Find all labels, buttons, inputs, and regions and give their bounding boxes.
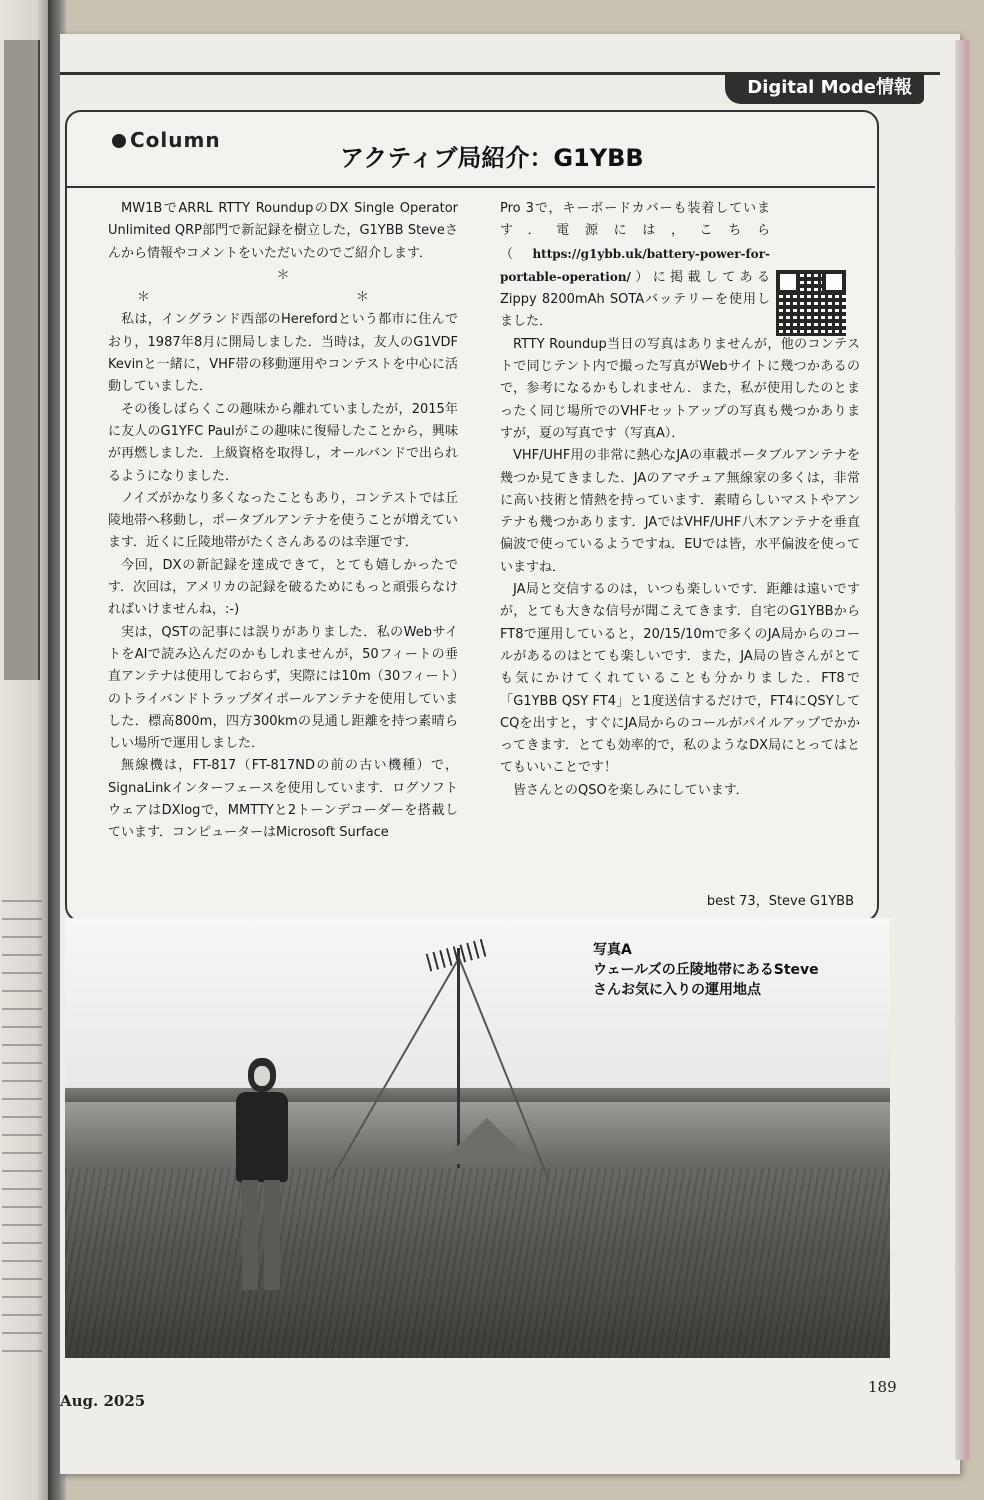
paragraph: Pro 3で，キーボードカバーも装着しています．電源には，こちら（https://g1ybb.uk/battery-power-for-portable-operation/）に掲載してあるZippy 8200mAh SOTAバッテリーを使用しました． <box>500 201 770 330</box>
article-title: アクティブ局紹介：G1YBB <box>340 144 644 172</box>
photo-caption <box>593 940 819 1000</box>
tent <box>439 1118 535 1164</box>
paragraph: 私は，イングランド西部のHerefordという都市に住んでおり，1987年8月に開局しました．当時は，友人のG1VDF Kevinと一緒に，VHF帯の移動運用やコンテストを中心に活動していました． <box>108 312 458 395</box>
battery-url-link[interactable]: https://g1ybb.uk/battery-power-for-portable-operation/ <box>500 246 770 284</box>
page-number: 189 <box>868 1378 897 1396</box>
paragraph: MW1BでARRL RTTY RoundupのDX Single Operator Unlimited QRP部門で新記録を樹立した，G1YBB Steveさんから情報やコメントをいただいたのでご紹介します． <box>108 201 458 261</box>
qr-code-icon[interactable] <box>776 270 846 336</box>
leg <box>264 1180 280 1290</box>
operator-figure <box>228 1058 298 1298</box>
paragraph: 今回，DXの新記録を達成できて，とても嬉しかったです．次回は，アメリカの記録を破るためにもっと頑張らなければいけませんね，:-) <box>108 557 458 618</box>
paragraph: VHF/UHF用の非常に熱心なJAの車載ポータブルアンテナを幾つか見てきました．JAのアマチュア無線家の多くは，非常に高い技術と情熱を持っています．素晴らしいマストやアンテナも幾つかあります．JAではVHF/UHF八木アンテナを垂直偏波で使っているようですね．EUでは皆，水平偏波を使っていますね． <box>500 448 860 575</box>
paragraph: その後しばらくこの趣味から離れていましたが，2015年に友人のG1YFC Paulがこの趣味に復帰したことから，興味が再燃しました．上級資格を取得し，オールバンドで出られるようになりました． <box>108 401 458 484</box>
adjacent-page <box>0 0 52 1500</box>
section-tab: Digital Mode情報 <box>725 72 924 104</box>
adjacent-page-photo <box>4 40 40 680</box>
photo-horizon <box>65 1088 890 1102</box>
paragraph: 皆さんとのQSOを楽しみにしています． <box>513 782 749 798</box>
issue-date: Aug. 2025 <box>60 1392 146 1410</box>
caption-line: ウェールズの丘陵地帯にあるSteve <box>593 962 819 978</box>
leg <box>242 1180 258 1290</box>
left-text-column <box>108 198 496 845</box>
caption-line: さんお気に入りの運用地点 <box>593 982 761 998</box>
section-break: ＊ ＊ ＊ <box>136 267 496 306</box>
bullet-icon <box>112 134 126 148</box>
face <box>254 1066 270 1086</box>
jacket <box>236 1092 288 1182</box>
paragraph: 無線機は，FT-817（FT-817NDの前の古い機種）で，SignaLinkインターフェースを使用しています．ログソフトウェアはDXlogで，MMTTYと2トーンデコーダーを搭載しています．コンピューターはMicrosoft Surface <box>108 758 458 841</box>
signature: best 73，Steve G1YBB <box>706 894 854 909</box>
adjacent-page-text <box>2 900 42 1360</box>
paragraph: 実は，QSTの記事には誤りがありました．私のWebサイトをAIで読み込んだのかもしれませんが，50フィートの垂直アンテナは使用しておらず，実際には10m（30フィート）のトライバンドトラップダイポールアンテナを使用していました．標高800m，四方300kmの見通し距離を持つ素晴らしい場所で運用しました． <box>108 624 458 752</box>
paragraph: JA局と交信するのは，いつも楽しいです．距離は遠いですが，とても大きな信号が聞こえてきます．自宅のG1YBBからFT8で運用していると，20/15/10mで多くのJA局からのコールがあるのはとても楽しいです．また，JA局の皆さんがとても気にかけてくれていることも分かりました．FT8で「G1YBB QSY FT4」と1度送信するだけで，FT4にQSYしてCQを出すと，すぐにJA局からのコールがパイルアップでかかってきます．とても効率的で，私のようなDX局にとってはとてもいいことです！ <box>500 582 860 776</box>
paragraph: ノイズがかなり多くなったこともあり，コンテストでは丘陵地帯へ移動し，ポータブルアンテナを使うことが増えています．近くに丘陵地帯がたくさんあるのは幸運です． <box>108 490 458 551</box>
page-edge <box>955 40 971 1460</box>
column-label: Column <box>112 128 221 152</box>
caption-title: 写真A <box>593 942 632 958</box>
paragraph: RTTY Roundup当日の写真はありませんが，他のコンテストで同じテント内で撮った写真がWebサイトに幾つかあるので，参考になるかもしれません．また，私が使用したのとまったく同じ場所でのVHFセットアップの写真も幾つかありますが，夏の写真です（写真A）． <box>500 336 860 441</box>
photo-grass <box>65 1168 890 1358</box>
